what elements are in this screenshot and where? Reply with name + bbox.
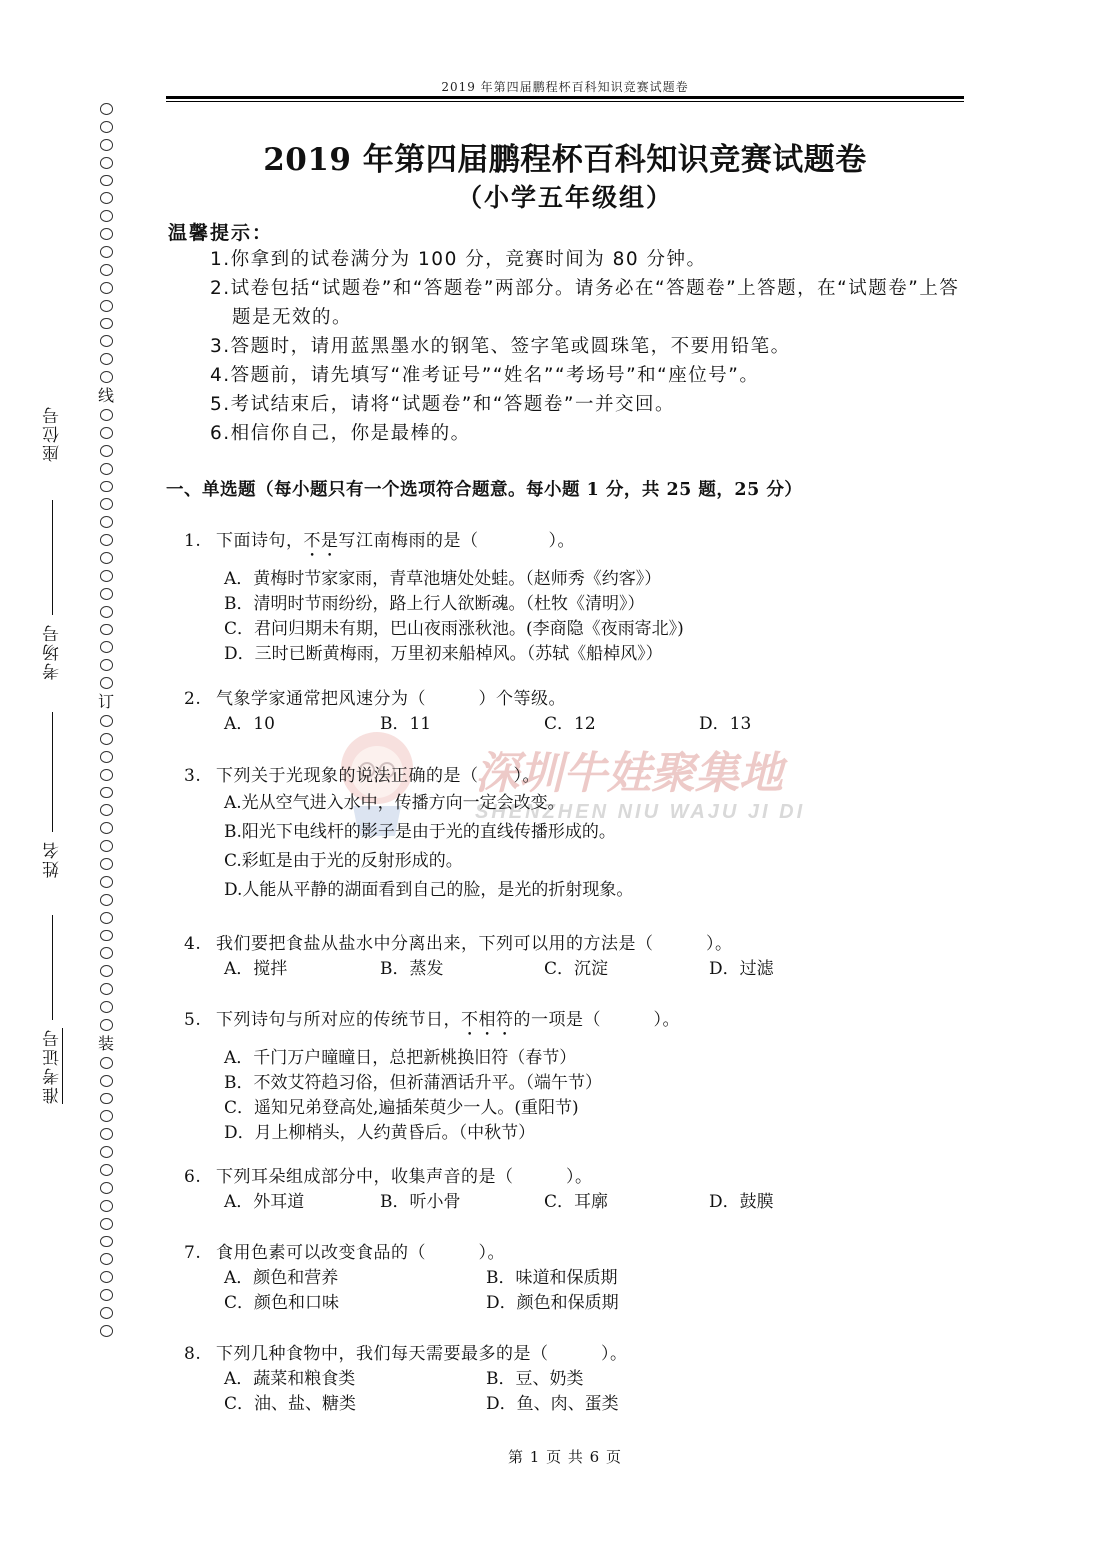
option: B.阳光下电线杆的影子是由于光的直线传播形成的。 [224, 822, 616, 842]
option: D．三时已断黄梅雨，万里初来船棹风。（苏轼《船棹风》） [224, 644, 663, 664]
watermark-text: 深圳牛娃聚集地 [475, 749, 783, 798]
tips-heading: 温馨提示： [168, 222, 274, 244]
binding-circle-icon [100, 1236, 113, 1248]
question-2 [184, 684, 752, 734]
tip-item: 3.答题时，请用蓝黑墨水的钢笔、签字笔或圆珠笔，不要用铅笔。 [210, 336, 791, 357]
binding-circle-icon [100, 641, 113, 653]
binding-circle-icon [100, 570, 113, 582]
name-line [52, 712, 53, 832]
option: A．10 [224, 714, 275, 734]
binding-circle-icon [100, 606, 113, 618]
binding-circle-icon [100, 264, 113, 276]
binding-circle-icon [100, 300, 113, 312]
binding-circle-icon [100, 751, 113, 763]
option: B．豆、奶类 [486, 1369, 584, 1389]
seat-number-field [40, 405, 64, 462]
binding-circle-icon [100, 516, 113, 528]
header-rule-thin [166, 101, 964, 102]
option: B．清明时节雨纷纷，路上行人欲断魂。（杜牧《清明》） [224, 594, 645, 614]
exam-room-field [40, 500, 64, 680]
option: A．千门万户曈曈日，总把新桃换旧符（春节） [224, 1048, 577, 1068]
question-3 [184, 761, 633, 905]
option: D．过滤 [709, 959, 774, 979]
binding-circle-icon [100, 1307, 113, 1319]
option: C．油、盐、糖类 [224, 1394, 357, 1414]
question-6 [184, 1162, 774, 1212]
binding-circle-icon [100, 804, 113, 816]
binding-mark: 装 [97, 1033, 114, 1053]
option: C．12 [544, 714, 596, 734]
binding-circle-icon [100, 1093, 113, 1105]
binding-circle-icon [100, 733, 113, 745]
question-stem: 1. 下面诗句，不是写江南梅雨的是（ ）。 [184, 531, 575, 551]
binding-circle-icon [100, 965, 113, 977]
page-title: 2019 年第四届鹏程杯百科知识竞赛试题卷 [263, 142, 867, 178]
question-stem: 3. 下列关于光现象的说法正确的是（ ）。 [184, 766, 540, 786]
binding-circle-icon [100, 210, 113, 222]
question-5 [184, 1005, 680, 1146]
option: C．君问归期未有期，巴山夜雨涨秋池。(李商隐《夜雨寄北》) [224, 619, 684, 639]
question-stem: 2. 气象学家通常把风速分为（ ）个等级。 [184, 689, 566, 709]
option: B．听小骨 [380, 1192, 461, 1212]
option: A．搅拌 [224, 959, 288, 979]
binding-circle-icon [100, 876, 113, 888]
binding-circle-icon [100, 769, 113, 781]
name-label: 姓名 [42, 840, 63, 878]
option: A．外耳道 [224, 1192, 305, 1212]
binding-circle-icon [100, 552, 113, 564]
binding-circle-icon [100, 930, 113, 942]
binding-circle-icon [100, 353, 113, 365]
question-stem: 8. 下列几种食物中，我们每天需要最多的是（ ）。 [184, 1344, 628, 1364]
binding-circle-icon [100, 409, 113, 421]
tips-list [210, 245, 970, 448]
binding-circle-icon [100, 659, 113, 671]
question-stem: 7. 食用色素可以改变食品的（ ）。 [184, 1243, 505, 1263]
binding-circle-icon [100, 1110, 113, 1122]
page-footer: 第 1 页 共 6 页 [508, 1448, 622, 1466]
option: D．颜色和保质期 [486, 1293, 619, 1313]
option: C．遥知兄弟登高处,遍插茱萸少一人。(重阳节) [224, 1098, 579, 1118]
binding-circle-icon [100, 894, 113, 906]
tip-item: 4.答题前，请先填写“准考证号”“姓名”“考场号”和“座位号”。 [210, 365, 760, 386]
seat-number-label: 座位号 [42, 405, 63, 462]
question-7 [184, 1238, 619, 1313]
option: B．蒸发 [380, 959, 444, 979]
option: C．耳廓 [544, 1192, 609, 1212]
binding-circle-icon [100, 912, 113, 924]
watermark-pinyin: SHENZHEN NIU WAJU JI DI [475, 801, 806, 823]
question-stem: 6. 下列耳朵组成部分中，收集声音的是（ ）。 [184, 1167, 593, 1187]
binding-circle-icon [100, 1001, 113, 1013]
option: D.人能从平静的湖面看到自己的脸，是光的折射现象。 [224, 880, 634, 900]
tip-item: 2.试卷包括“试题卷”和“答题卷”两部分。请务必在“答题卷”上答题，在“试题卷”上答题是无效的。 [210, 278, 960, 328]
binding-circle-icon [100, 947, 113, 959]
section-heading: 一、单选题（每小题只有一个选项符合题意。每小题 1 分，共 25 题，25 分） [166, 480, 803, 500]
option: A．蔬菜和粮食类 [224, 1369, 356, 1389]
tip-item: 6.相信你自己，你是最棒的。 [210, 423, 471, 444]
binding-circle-icon [100, 983, 113, 995]
binding-circle-icon [100, 1057, 113, 1069]
option: B．味道和保质期 [486, 1268, 618, 1288]
binding-circle-icon [100, 1075, 113, 1087]
binding-circle-icon [100, 1289, 113, 1301]
binding-line [94, 100, 118, 1340]
option: D．鱼、肉、蛋类 [486, 1394, 619, 1414]
ticket-number-field [40, 915, 64, 1104]
binding-circle-icon [100, 787, 113, 799]
binding-circle-icon [100, 1146, 113, 1158]
question-1 [184, 526, 684, 667]
binding-circle-icon [100, 228, 113, 240]
binding-circle-icon [100, 1253, 113, 1265]
binding-circle-icon [100, 282, 113, 294]
binding-circle-icon [100, 840, 113, 852]
tip-item: 1.你拿到的试卷满分为 100 分，竞赛时间为 80 分钟。 [210, 249, 707, 270]
header-rule [166, 96, 964, 99]
binding-circle-icon [100, 246, 113, 258]
running-header: 2019 年第四届鹏程杯百科知识竞赛试题卷 [441, 80, 689, 94]
ticket-number-line [52, 915, 53, 1020]
question-stem: 5. 下列诗句与所对应的传统节日，不相符的一项是（ ）。 [184, 1010, 680, 1030]
binding-mark: 订 [97, 692, 114, 711]
option: A．颜色和营养 [224, 1268, 339, 1288]
binding-circle-icon [100, 498, 113, 510]
ticket-number-label: 准考证号 [42, 1028, 63, 1104]
option: A．黄梅时节家家雨，青草池塘处处蛙。（赵师秀《约客》） [224, 569, 662, 589]
binding-circle-icon [100, 715, 113, 727]
name-field [40, 712, 64, 878]
binding-circle-icon [100, 1019, 113, 1031]
option: C．沉淀 [544, 959, 609, 979]
binding-circle-icon [100, 534, 113, 546]
page-subtitle: （小学五年级组） [456, 183, 673, 212]
option: D．鼓膜 [709, 1192, 774, 1212]
option: D．月上柳梢头，人约黄昏后。（中秋节） [224, 1123, 536, 1143]
binding-circle-icon [100, 335, 113, 347]
binding-circle-icon [100, 481, 113, 493]
binding-circle-icon [100, 1182, 113, 1194]
option: C．颜色和口味 [224, 1293, 340, 1313]
exam-room-label: 考场号 [42, 623, 63, 680]
binding-circle-icon [100, 1325, 113, 1337]
binding-circle-icon [100, 192, 113, 204]
binding-circle-icon [100, 427, 113, 439]
binding-circle-icon [100, 1164, 113, 1176]
binding-circle-icon [100, 1128, 113, 1140]
question-stem: 4. 我们要把食盐从盐水中分离出来，下列可以用的方法是（ ）。 [184, 934, 733, 954]
option: A.光从空气进入水中，传播方向一定会改变。 [224, 793, 565, 813]
binding-circle-icon [100, 677, 113, 689]
binding-circle-icon [100, 1218, 113, 1230]
tip-item: 5.考试结束后，请将“试题卷”和“答题卷”一并交回。 [210, 394, 675, 415]
option: C.彩虹是由于光的反射形成的。 [224, 851, 463, 871]
question-4 [184, 929, 774, 979]
binding-circle-icon [100, 463, 113, 475]
binding-circle-icon [100, 139, 113, 151]
binding-circle-icon [100, 624, 113, 636]
binding-circle-icon [100, 588, 113, 600]
binding-mark: 线 [97, 386, 114, 405]
binding-circle-icon [100, 103, 113, 115]
binding-circle-icon [100, 175, 113, 187]
binding-circle-icon [100, 822, 113, 834]
binding-circle-icon [100, 121, 113, 133]
binding-circle-icon [100, 318, 113, 330]
binding-circle-icon [100, 1200, 113, 1212]
binding-circle-icon [100, 445, 113, 457]
binding-circle-icon [100, 157, 113, 169]
option: B．不效艾符趋习俗，但祈蒲酒话升平。（端午节） [224, 1073, 602, 1093]
option: B．11 [380, 714, 432, 734]
binding-circle-icon [100, 371, 113, 383]
binding-circle-icon [100, 858, 113, 870]
question-8 [184, 1339, 628, 1414]
exam-room-line [52, 500, 53, 615]
binding-circle-icon [100, 1271, 113, 1283]
option: D．13 [699, 714, 752, 734]
